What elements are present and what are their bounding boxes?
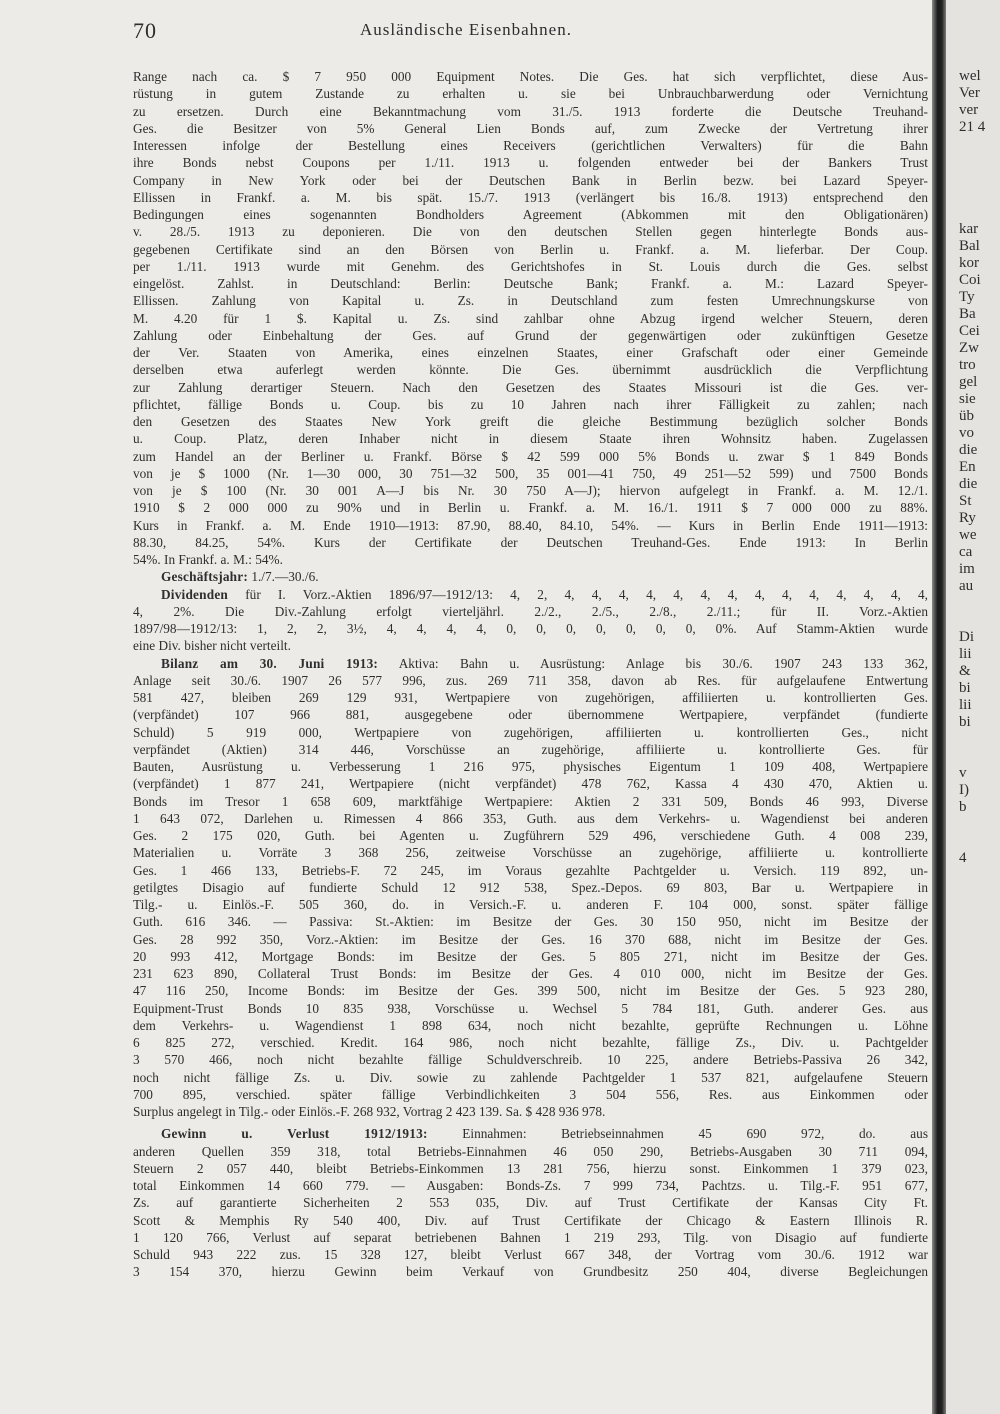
text-line: (verpfändet) 107 966 881, ausgegebene oder übernommene Wertpapiere, verpfändet (fundierte <box>133 707 928 723</box>
margin-fragment: die <box>959 442 978 458</box>
margin-fragment: ca <box>959 544 973 560</box>
margin-fragment: & <box>959 663 971 679</box>
margin-fragment: St <box>959 493 972 509</box>
adjacent-page-strip <box>946 0 1000 1414</box>
margin-fragment: Bal <box>959 238 980 254</box>
section-heading: Bilanz am 30. Juni 1913: <box>161 655 379 671</box>
text-line: Surplus angelegt in Tilg.- oder Einlös.-F. 268 932, Vortrag 2 423 139. Sa. $ 428 936 978. <box>133 1104 606 1119</box>
margin-fragment: vo <box>959 425 974 441</box>
text-line: pflichtet, fällige Bonds u. Coup. bis zu 10 Jahren nach ihrer Fälligkeit zu zahlen; nach <box>133 396 928 412</box>
text-line: Kurs in Frankf. a. M. Ende 1910—1913: 87.90, 88.40, 84.10, 54%. — Kurs in Berlin Ende 1911—1913: <box>133 517 928 533</box>
text-line: 1 643 072, Darlehen u. Rimessen 4 866 353, Guth. aus dem Verkehrs- u. Wagendienst bei anderen <box>133 810 928 826</box>
text-line: Equipment-Trust Bonds 10 835 938, Vorschüsse u. Wechsel 5 784 181, Guth. anderer Ges. aus <box>133 1000 928 1016</box>
text-line: Dividenden für I. Vorz.-Aktien 1896/97—1912/13: 4, 2, 4, 4, 4, 4, 4, 4, 4, 4, 4, 4, 4, 4, 4, 4, <box>161 586 928 602</box>
text-line: zum Handel an der Berliner u. Frankf. Börse $ 42 599 000 5% Bonds u. zwar $ 1 849 Bonds <box>133 448 928 464</box>
margin-fragment: Ry <box>959 510 976 526</box>
text-line: 54%. In Frankf. a. M.: 54%. <box>133 552 283 567</box>
section-heading: Dividenden <box>161 586 229 602</box>
text-line: Materialien u. Vorräte 3 368 256, zeitweise Vorschüsse an zugehörige, affiliierte u. kontrollierte <box>133 845 928 861</box>
margin-fragment: Di <box>959 629 974 645</box>
margin-fragment: lii <box>959 697 972 713</box>
text-line: Gewinn u. Verlust 1912/1913: Einnahmen: Betriebseinnahmen 45 690 972, do. aus <box>161 1126 928 1142</box>
text-body <box>133 68 928 1408</box>
text-line: der Ver. Staaten von Amerika, eines einzelnen Staates, einer Grafschaft oder einer Gemeinde <box>133 345 928 360</box>
book-gutter <box>932 0 946 1414</box>
text-line: eingelöst. Zahlst. in Deutschland: Berlin: Deutsche Bank; Frankf. a. M.: Lazard Speyer- <box>133 276 928 291</box>
text-line: dem Verkehrs- u. Wagendienst 1 898 634, noch nicht bezahlte, geprüfte Rechnungen u. Löhne <box>133 1017 928 1033</box>
margin-fragment: wel <box>959 68 981 84</box>
running-title: Ausländische Eisenbahnen. <box>360 20 572 39</box>
text-line: M. 4.20 für 1 $. Kapital u. Zs. sind zahlbar ohne Abzug irgend welcher Steuern, deren <box>133 310 928 326</box>
margin-fragment: bi <box>959 680 971 696</box>
text-line: Schuld 943 222 zus. 15 328 127, bleibt Verlust 667 348, der Vortrag vom 30./6. 1912 war <box>133 1247 928 1262</box>
text-line: Steuern 2 057 440, bleibt Betriebs-Einkommen 13 281 756, hierzu sonst. Einkommen 1 379 023, <box>133 1160 928 1176</box>
margin-fragment: au <box>959 578 974 594</box>
text-line: 3 154 370, hierzu Gewinn beim Verkauf von Grundbesitz 250 404, diverse Begleichungen <box>133 1264 928 1280</box>
text-line: 20 993 412, Mortgage Bonds: im Besitze der Ges. 5 805 271, nicht im Besitze der Ges. <box>133 948 928 964</box>
text-line: eine Div. bisher nicht verteilt. <box>133 638 291 654</box>
text-line: Zs. auf garantierte Sicherheiten 2 553 035, Div. auf Trust Certifikate der Kansas City Ft. <box>133 1195 928 1211</box>
margin-fragment: lii <box>959 646 972 662</box>
margin-fragment: 4 <box>959 850 967 866</box>
text-line: 1 120 766, Verlust auf separat betriebenen Bahnen 1 219 293, Tilg. von Disagio auf fundierte <box>133 1229 928 1245</box>
text-line: Bauten, Ausrüstung u. Verbesserung 1 216 975, physisches Eigentum 1 109 408, Wertpapiere <box>133 759 928 774</box>
text-line: per 1./11. 1913 wurde mit Genehm. des Gerichtshofes in St. Louis durch die Ges. selbst <box>133 258 928 274</box>
text-line: 3 570 466, noch nicht bezahlte fällige Schuldverschreib. 10 225, andere Betriebs-Passiva 26 342, <box>133 1052 928 1068</box>
text-line: anderen Quellen 359 318, total Betriebs-Einnahmen 46 050 290, Betriebs-Ausgaben 30 711 094, <box>133 1143 928 1159</box>
margin-fragment: Ty <box>959 289 975 305</box>
text-line: Bonds im Tresor 1 658 609, marktfähige Wertpapiere: Aktien 2 331 509, Bonds 46 993, Diverse <box>133 793 928 809</box>
text-line: 47 116 250, Income Bonds: im Besitze der Ges. 399 500, nicht im Besitze der Ges. 5 923 280, <box>133 983 928 999</box>
text-line: noch nicht fällige Zs. u. Div. sowie zu zahlende Pachtgelder 1 537 821, aufgelaufene Steuern <box>133 1069 928 1085</box>
text-line: Ges. 1 466 133, Betriebs-F. 72 245, im Voraus gezahlte Pachtgelder u. Versich. 119 892, un- <box>133 862 928 878</box>
text-line: 1897/98—1912/13: 1, 2, 2, 3½, 4, 4, 4, 4, 0, 0, 0, 0, 0, 0, 0, 0%. Auf Stamm-Aktien wurde <box>133 621 928 636</box>
margin-fragment: die <box>959 476 978 492</box>
text-line: u. Coup. Platz, deren Inhaber nicht in diesem Staate ihren Wohnsitz haben. Zugelassen <box>133 431 928 447</box>
margin-fragment: b <box>959 799 967 815</box>
margin-fragment: kor <box>959 255 979 271</box>
text-line: 581 427, bleiben 269 129 931, Wertpapiere von zugehörigen, affiliierten u. kontrollierten Ges. <box>133 690 928 705</box>
text-line: ihre Bonds nebst Coupons per 1./11. 1913 u. folgenden entweder bei der Bankers Trust <box>133 155 928 171</box>
text-line: Range nach ca. $ 7 950 000 Equipment Notes. Die Ges. hat sich verpflichtet, diese Aus- <box>133 69 928 84</box>
text-line: den Gesetzen des Staates New York greift die gleiche Bestimmung bezüglich solcher Bonds <box>133 414 928 429</box>
text-line: Anlage seit 30./6. 1907 26 577 996, zus. 269 711 358, davon ab Res. für aufgelaufene Entwertung <box>133 672 928 688</box>
text-line: 6 825 272, verschied. Kredit. 164 986, noch nicht bezahlte, fällige Zs., Div. u. Pachtgelder <box>133 1035 928 1050</box>
margin-fragment: Ver <box>959 85 980 101</box>
margin-fragment: Zw <box>959 340 979 356</box>
text-line: zu ersetzen. Durch eine Bekanntmachung vom 31./5. 1913 forderte die Deutsche Treuhand- <box>133 103 928 119</box>
text-line: Guth. 616 346. — Passiva: St.-Aktien: im Besitze der Ges. 30 150 950, nicht im Besitze der <box>133 914 928 930</box>
text-line: Ges. 2 175 020, Guth. bei Agenten u. Zugführern 529 496, verschiedene Guth. 4 008 239, <box>133 828 928 843</box>
text-line: v. 28./5. 1913 zu deponieren. Die von den deutschen Stellen gegen hinterlegte Bonds aus- <box>133 224 928 240</box>
text-line: zur Zahlung derartiger Steuern. Nach den Gesetzen des Staates Missouri ist die Ges. ver- <box>133 379 928 395</box>
margin-fragment: sie <box>959 391 976 407</box>
margin-fragment: 21 4 <box>959 119 986 135</box>
text-line: 700 895, verschied. später fällige Verbindlichkeiten 3 504 556, Res. aus Einkommen oder <box>133 1086 928 1102</box>
margin-fragment: ver <box>959 102 979 118</box>
margin-fragment: üb <box>959 408 974 424</box>
margin-fragment: we <box>959 527 977 543</box>
margin-fragment: v <box>959 765 967 781</box>
text-line: 4, 2%. Die Div.-Zahlung erfolgt vierteljährl. 2./2., 2./5., 2./8., 2./11.; für II. Vorz.-Aktien <box>133 603 928 619</box>
text-line: von je $ 1000 (Nr. 1—30 000, 30 751—32 500, 35 001—41 750, 49 251—52 599) und 7500 Bonds <box>133 465 928 481</box>
text-line: derselben etwa auferlegt werden könnte. Die Ges. übernimmt ausdrücklich die Verpflichtung <box>133 362 928 378</box>
margin-fragment: Ba <box>959 306 976 322</box>
section-heading: Geschäftsjahr: <box>161 569 248 585</box>
margin-fragment: Coi <box>959 272 981 288</box>
margin-fragment: Cei <box>959 323 980 339</box>
text-line: 231 623 890, Collateral Trust Bonds: im Besitze der Ges. 4 010 000, nicht im Besitze der Ges. <box>133 966 928 981</box>
text-line: 1910 $ 2 000 000 zu 90% und in Berlin u. Frankf. a. M. 16./1. 1911 $ 7 000 000 zu 88%. <box>133 500 928 516</box>
text-line: Ellissen. Zahlung von Kapital u. Zs. in Deutschland zum festen Umrechnungskurse von <box>133 293 928 309</box>
page-number: 70 <box>133 18 157 43</box>
text-line: Schuld) 5 919 000, Wertpapiere von zugehörigen, affiliierten u. kontrollierten Ges., nicht <box>133 724 928 740</box>
text-line: Interessen infolge der Bestellung eines Receivers (gerichtlichen Verwalters) für die Bahn <box>133 138 928 153</box>
text-line: rüstung in gutem Zustande zu erhalten u. sie bei Unbrauchbarwerdung oder Vernichtung <box>133 86 928 102</box>
text-line: Ges. 28 992 350, Vorz.-Aktien: im Besitze der Ges. 16 370 688, nicht im Besitze der Ges. <box>133 931 928 947</box>
margin-fragment: im <box>959 561 975 577</box>
text-line: Ellissen in Frankf. a. M. bis spät. 15./7. 1913 (verlängert bis 16./8. 1913) entsprechend den <box>133 189 928 205</box>
text-line: Company in New York oder bei der Deutschen Bank in Berlin bezw. bei Lazard Speyer- <box>133 172 928 188</box>
text-line: Tilg.- u. Einlös.-F. 505 360, do. in Versich.-F. u. anderen F. 104 000, sonst. später fällige <box>133 897 928 912</box>
margin-fragment: tro <box>959 357 976 373</box>
margin-fragment: I) <box>959 782 969 798</box>
text-line: Zahlung oder Einbehaltung der Ges. auf Grund der gegenwärtigen oder zukünftigen Gesetze <box>133 327 928 343</box>
text-line: total Einkommen 14 660 779. — Ausgaben: Bonds-Zs. 7 999 734, Pachtzs. u. Tilg.-F. 951 677, <box>133 1178 928 1193</box>
margin-fragment: En <box>959 459 976 475</box>
margin-fragment: kar <box>959 221 979 237</box>
text-line: Geschäftsjahr: 1./7.—30./6. <box>161 569 319 585</box>
text-line: Bilanz am 30. Juni 1913: Aktiva: Bahn u. Ausrüstung: Anlage bis 30./6. 1907 243 133 362, <box>161 655 928 671</box>
text-line: Bedingungen eines sogenannten Bondholders Agreement (Abkommen mit den Obligationären) <box>133 207 928 222</box>
margin-fragment: gel <box>959 374 978 390</box>
margin-fragment: bi <box>959 714 971 730</box>
text-line: gegebenen Certifikate sind an den Börsen von Berlin u. Frankf. a. M. lieferbar. Der Coup. <box>133 241 928 257</box>
text-line: Scott & Memphis Ry 540 400, Div. auf Trust Certifikate der Chicago & Eastern Illinois R. <box>133 1212 928 1228</box>
text-line: von je $ 100 (Nr. 30 001 A—J bis Nr. 30 750 A—J); hiervon aufgelegt in Frankf. a. M. 12./1. <box>133 483 928 498</box>
text-line: Ges. die Besitzer von 5% General Lien Bonds auf, zum Zwecke der Vertretung ihrer <box>133 120 928 136</box>
text-line: 88.30, 84.25, 54%. Kurs der Certifikate der Deutschen Treuhand-Ges. Ende 1913: In Berlin <box>133 534 928 550</box>
text-line: verpfändet (Aktien) 314 446, Vorschüsse an zugehörige, affiliierte u. kontrollierte Ges. für <box>133 741 928 757</box>
section-heading: Gewinn u. Verlust 1912/1913: <box>161 1126 428 1142</box>
text-line: getilgtes Disagio auf fundierte Schuld 12 912 538, Spez.-Depos. 69 803, Bar u. Wertpapiere in <box>133 879 928 895</box>
text-line: (verpfändet) 1 877 241, Wertpapiere (nicht verpfändet) 478 762, Kassa 4 430 470, Aktien u. <box>133 776 928 792</box>
